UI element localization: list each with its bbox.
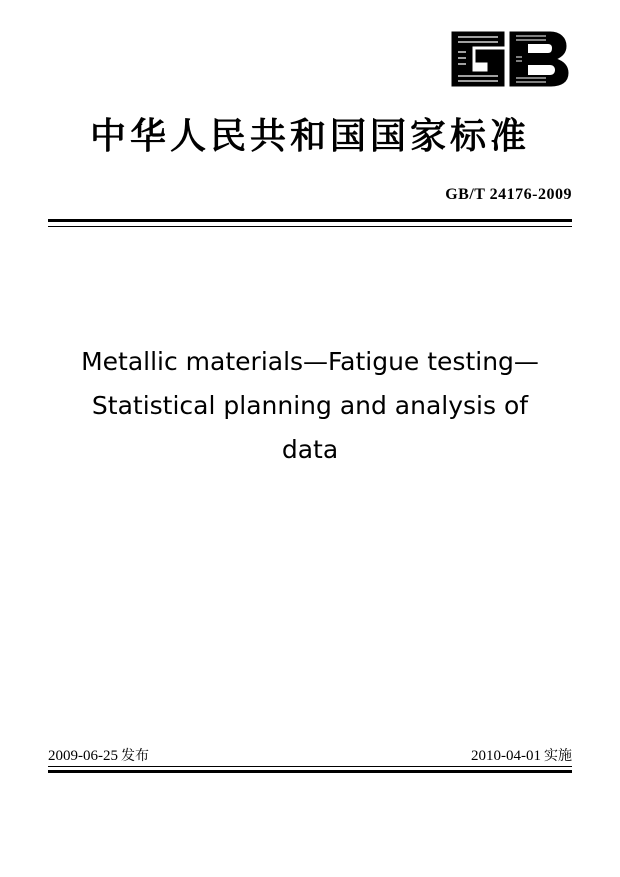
header-rule-thick xyxy=(48,219,572,222)
effective-date-value: 2010-04-01 xyxy=(471,748,541,764)
effective-date-label: 实施 xyxy=(544,748,572,764)
issue-date-value: 2009-06-25 xyxy=(48,748,118,764)
effective-date xyxy=(471,745,572,765)
gb-logo xyxy=(442,28,572,90)
issue-date-label: 发布 xyxy=(121,748,149,764)
national-standard-heading: 中华人民共和国国家标准 xyxy=(89,116,530,157)
issue-date xyxy=(48,745,149,765)
footer xyxy=(48,745,572,765)
page-title-line-2: Statistical planning and analysis of xyxy=(91,391,529,420)
page-title-line-3: data xyxy=(281,435,339,464)
page-title-line-1: Metallic materials—Fatigue testing— xyxy=(81,347,539,376)
header-rule-thin xyxy=(48,226,572,227)
footer-rule-thick xyxy=(48,770,572,773)
footer-rule-thin xyxy=(48,766,572,767)
standard-number: GB/T 24176-2009 xyxy=(445,186,572,203)
page-title xyxy=(70,340,550,472)
